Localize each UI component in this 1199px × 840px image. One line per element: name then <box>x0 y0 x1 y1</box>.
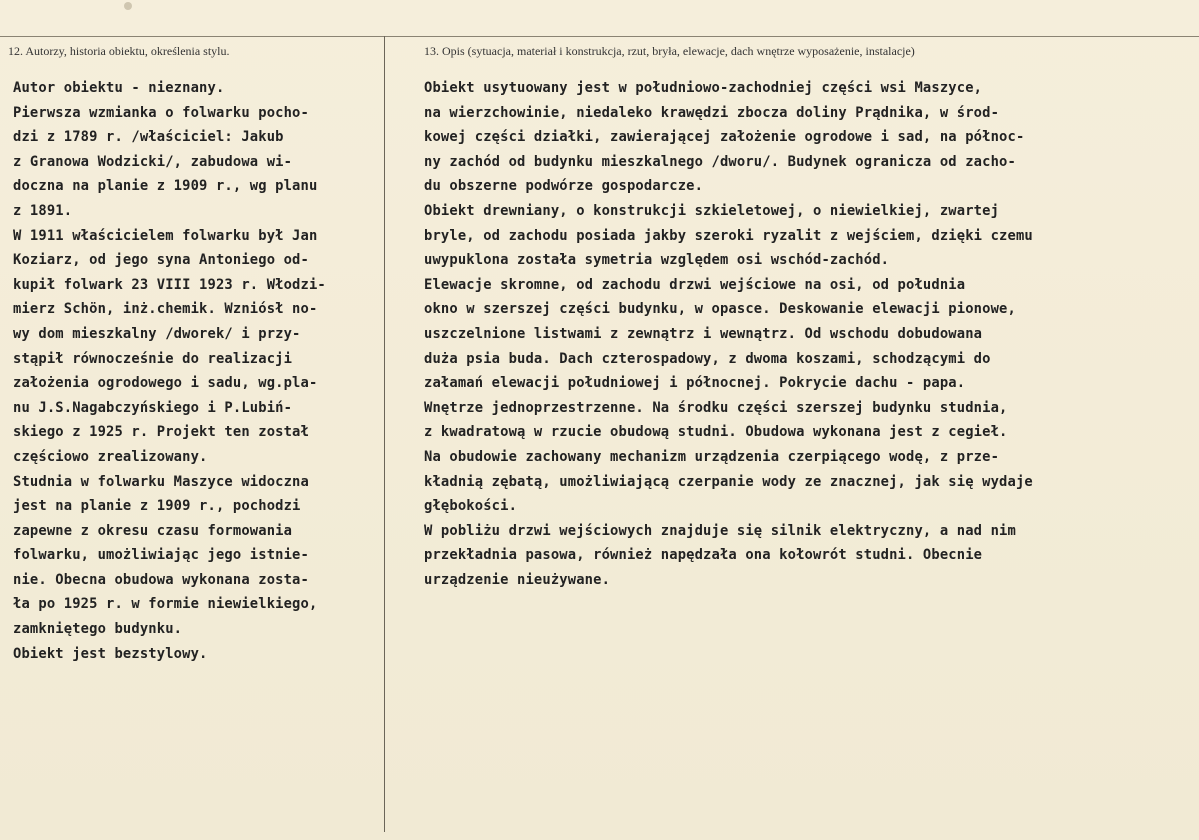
text-line: Obiekt drewniany, o konstrukcji szkieletowej, o niewielkiej, zwartej <box>424 202 1000 219</box>
section-12-header: 12. Autorzy, historia obiektu, określenia stylu. <box>8 44 230 58</box>
text-line: założenia ogrodowego i sadu, wg.pla- <box>13 375 318 392</box>
column-divider <box>384 36 385 832</box>
text-line: nu J.S.Nagabczyńskiego i P.Lubiń- <box>13 399 293 416</box>
text-line: Autor obiektu - nieznany. <box>13 80 225 96</box>
text-line: doczna na planie z 1909 r., wg planu <box>13 178 318 195</box>
text-line: z 1891. <box>13 202 73 219</box>
text-line: ny zachód od budynku mieszkalnego /dworu/. Budynek ogranicza od zacho- <box>424 153 1016 170</box>
section-13-header: 13. Opis (sytuacja, materiał i konstrukcja, rzut, bryła, elewacje, dach wnętrze wyposażenie, instalacje) <box>424 44 915 58</box>
text-line: W 1911 właścicielem folwarku był Jan <box>13 227 318 244</box>
text-line: nie. Obecna obudowa wykonana zosta- <box>13 571 309 588</box>
text-line: zapewne z okresu czasu formowania <box>13 522 293 539</box>
text-line: mierz Schön, inż.chemik. Wzniósł no- <box>13 301 318 318</box>
text-line: Studnia w folwarku Maszyce widoczna <box>13 473 309 490</box>
text-line: na wierzchowinie, niedaleko krawędzi zbocza doliny Prądnika, w środ- <box>424 104 1000 121</box>
text-line: ła po 1925 r. w formie niewielkiego, <box>13 596 318 613</box>
text-line: przekładnia pasowa, również napędzała ona kołowrót studni. Obecnie <box>424 547 983 564</box>
section-13-text <box>424 76 1033 592</box>
text-line: z kwadratową w rzucie obudową studni. Obudowa wykonana jest z cegieł. <box>424 424 1008 441</box>
text-line: wy dom mieszkalny /dworek/ i przy- <box>13 325 301 342</box>
text-line: jest na planie z 1909 r., pochodzi <box>13 498 301 515</box>
text-line: okno w szerszej części budynku, w opasce. Deskowanie elewacji pionowe, <box>424 301 1016 318</box>
section-12-text <box>13 76 326 666</box>
header-rule <box>0 36 1199 37</box>
text-line: kowej części działki, zawierającej założenie ogrodowe i sad, na północ- <box>424 129 1025 146</box>
text-line: uwypuklona została symetria względem osi wschód-zachód. <box>424 252 890 269</box>
text-line: skiego z 1925 r. Projekt ten został <box>13 424 309 441</box>
text-line: zamkniętego budynku. <box>13 621 183 638</box>
text-line: kupił folwark 23 VIII 1923 r. Włodzi- <box>13 276 326 293</box>
text-line: z Granowa Wodzicki/, zabudowa wi- <box>13 153 293 170</box>
text-line: duża psia buda. Dach czterospadowy, z dwoma koszami, schodzącymi do <box>424 350 991 367</box>
text-line: Na obudowie zachowany mechanizm urządzenia czerpiącego wodę, z prze- <box>424 448 1000 465</box>
text-line: Pierwsza wzmianka o folwarku pocho- <box>13 104 309 121</box>
text-line: Elewacje skromne, od zachodu drzwi wejściowe na osi, od południa <box>424 276 966 293</box>
text-line: Koziarz, od jego syna Antoniego od- <box>13 252 309 269</box>
text-line: załamań elewacji południowej i północnej. Pokrycie dachu - papa. <box>424 375 966 392</box>
text-line: dzi z 1789 r. /właściciel: Jakub <box>13 129 284 146</box>
text-line: du obszerne podwórze gospodarcze. <box>424 178 704 195</box>
text-line: częściowo zrealizowany. <box>13 448 208 465</box>
text-line: kładnią zębatą, umożliwiającą czerpanie wody ze znacznej, jak się wydaje <box>424 473 1033 490</box>
text-line: uszczelnione listwami z zewnątrz i wewnątrz. Od wschodu dobudowana <box>424 325 983 342</box>
text-line: stąpił równocześnie do realizacji <box>13 350 293 367</box>
text-line: głębokości. <box>424 498 518 515</box>
text-line: W pobliżu drzwi wejściowych znajduje się silnik elektryczny, a nad nim <box>424 522 1016 539</box>
text-line: Wnętrze jednoprzestrzenne. Na środku części szerszej budynku studnia, <box>424 399 1008 416</box>
text-line: urządzenie nieużywane. <box>424 571 611 588</box>
text-line: Obiekt jest bezstylowy. <box>13 645 208 662</box>
text-line: bryle, od zachodu posiada jakby szeroki ryzalit z wejściem, dzięki czemu <box>424 227 1033 244</box>
text-line: Obiekt usytuowany jest w południowo-zachodniej części wsi Maszyce, <box>424 80 983 96</box>
text-line: folwarku, umożliwiając jego istnie- <box>13 547 309 564</box>
punch-hole <box>124 2 132 10</box>
